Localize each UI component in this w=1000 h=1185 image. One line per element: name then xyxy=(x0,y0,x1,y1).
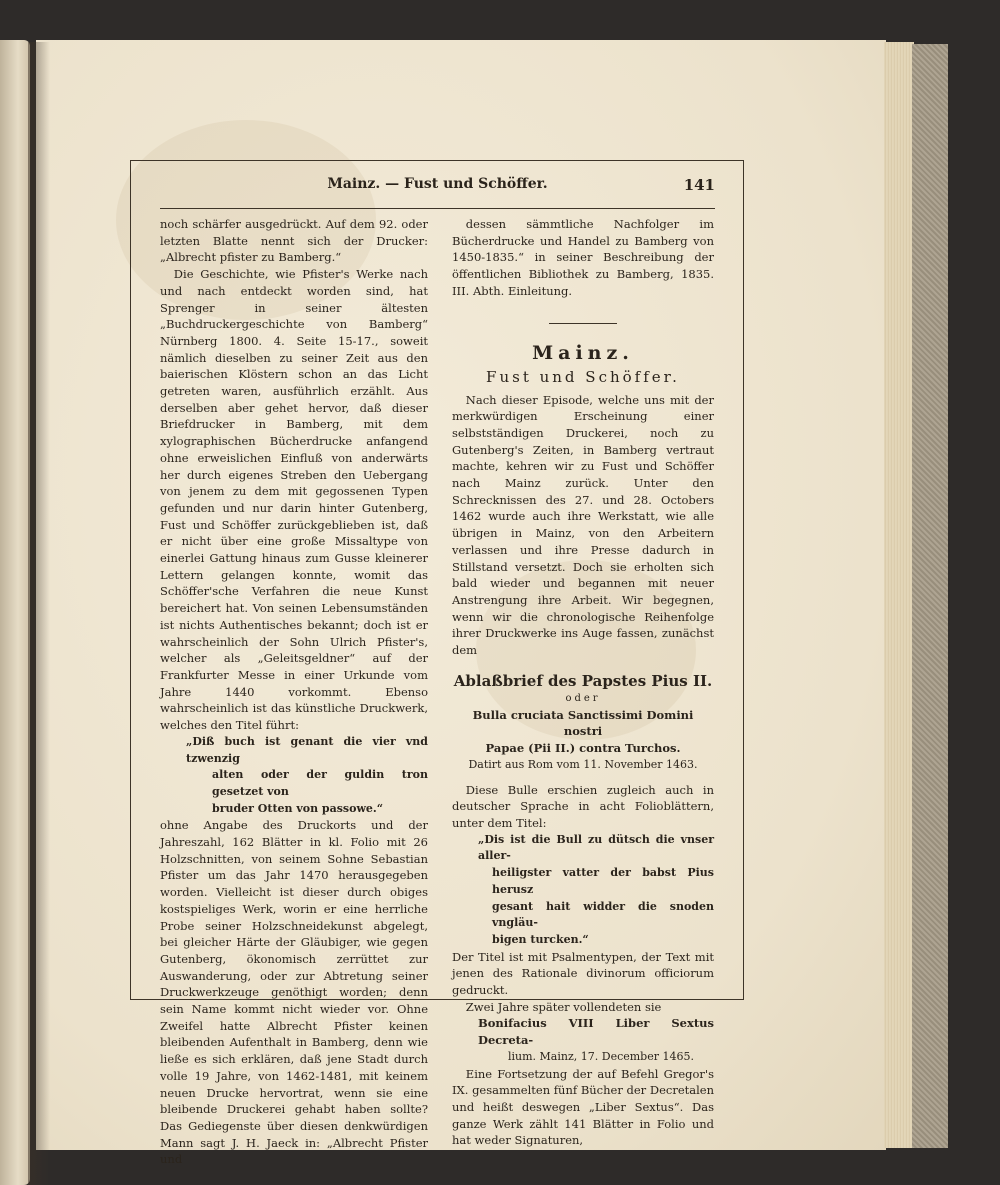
header-rule xyxy=(160,208,715,209)
document-title: Ablaßbrief des Papstes Pius II. xyxy=(453,671,713,690)
paragraph: Eine Fortsetzung der auf Befehl Gregor's IX. gesammelten fünf Bücher der Decretalen und heißt deswegen „Liber Sextus“. Das ganze Werk zählt 141 Blätter in Folio und hat weder Signaturen, xyxy=(452,1066,714,1148)
left-page-edge xyxy=(0,40,30,1185)
left-column xyxy=(160,216,428,1168)
section-title: Mainz. xyxy=(532,341,634,364)
gutter-shadow xyxy=(28,42,50,1185)
paragraph: Zwei Jahre später vollendeten sie xyxy=(465,999,662,1014)
oder-label: oder xyxy=(565,692,601,704)
quote-line: heiligster vatter der babst Pius herusz xyxy=(492,866,714,896)
bulla-title-line: Bulla cruciata Sanctissimi Domini nostri xyxy=(472,707,694,739)
quote-line: alten oder der guldin tron gesetzet von xyxy=(212,768,428,798)
section-subtitle: Fust und Schöffer. xyxy=(486,367,680,386)
book-cover xyxy=(912,44,948,1148)
page-stack-edge xyxy=(884,42,914,1148)
right-column xyxy=(452,216,714,1149)
bonifacius-line: lium. Mainz, 17. December 1465. xyxy=(508,1049,694,1063)
page-number: 141 xyxy=(683,176,715,194)
paragraph: Diese Bulle erschien zugleich auch in deutscher Sprache in acht Folioblättern, unter dem Titel: xyxy=(452,782,714,830)
paragraph: Nach dieser Episode, welche uns mit der merkwürdigen Erscheinung einer selbstständigen Druckerei, noch zu Gutenberg's Zeiten, in Bamberg vertraut machte, kehren wir zu Fust und Schöffer nach Mainz zurück. Unter den Schrecknissen des 27. und 28. Octobers 1462 wurde auch ihre Werkstatt, wie alle übrigen in Mainz, von den Arbeitern verlassen und ihre Presse dadurch in Stillstand versetzt. Doch sie erholten sich bald wieder und begannen mit neuer Anstrengung ihre Arbeit. Wir begegnen, wenn wir die chronologische Reihenfolge ihrer Druckwerke ins Auge fassen, zunächst dem xyxy=(452,392,714,658)
running-header xyxy=(160,172,715,200)
paragraph: Die Geschichte, wie Pfister's Werke nach und nach entdeckt worden sind, hat Sprenger in seiner ältesten „Buchdruckergeschichte von Bamberg“ Nürnberg 1800. 4. Seite 15-17., soweit nämlich dieselben zu seiner Zeit aus den baierischen Klöstern schon an das Licht getreten waren, ausführlich erzählt. Aus derselben aber gehet hervor, daß dieser Briefdrucker in Bamberg, mit dem xylographischen Bücherdrucke anfangend ohne erweislichen Einfluß von anderwärts her durch eigenes Streben den Uebergang von jenem zu dem mit gegossenen Typen gefunden und nur darin hinter Gutenberg, Fust und Schöffer zurückgeblieben ist, daß er nicht über eine große Missaltype von einerlei Gattung hinaus zum Gusse kleinerer Lettern gelangen konnte, womit das Schöffer'sche Verfahren die neue Kunst bereichert hat. Von seinen Lebensumständen ist nichts Authentisches bekannt; doch ist er wahrscheinlich der Sohn Ulrich Pfister's, welcher als „Geleitsgeldner“ auf der Frankfurter Messe in einer Urkunde vom Jahre 1440 vorkommt. Ebenso wahrscheinlich ist das künstliche Druckwerk, welches den Titel führt: xyxy=(160,267,428,733)
quote-line: „Dis ist die Bull zu dütsch die vnser aller- xyxy=(478,832,714,863)
date-line: Datirt aus Rom vom 11. November 1463. xyxy=(468,757,698,771)
section-divider xyxy=(549,323,617,324)
quote-line: bruder Otten von passowe.“ xyxy=(212,801,384,815)
quote-line: gesant hait widder die snoden vngläu- xyxy=(492,899,714,930)
paragraph: dessen sämmtliche Nachfolger im Bücherdrucke und Handel zu Bamberg von 1450-1835.“ in seiner Beschreibung der öffentlichen Bibliothek zu Bamberg, 1835. III. Abth. Einleitung. xyxy=(452,217,714,298)
header-title: Mainz. — Fust und Schöffer. xyxy=(327,176,548,192)
bonifacius-line: Bonifacius VIII Liber Sextus Decreta- xyxy=(478,1016,714,1048)
bulla-title-line: Papae (Pii II.) contra Turchos. xyxy=(485,741,681,756)
quote-line: bigen turcken.“ xyxy=(492,932,589,946)
paragraph: ohne Angabe des Druckorts und der Jahreszahl, 162 Blätter in kl. Folio mit 26 Holzschnitten, von seinem Sohne Sebastian Pfister um das Jahr 1470 herausgegeben worden. Vielleicht ist dieser durch obiges kostspieliges Werk, worin er eine herrliche Probe seiner Holzschneidekunst abgelegt, bei gleicher Härte der Gläubiger, wie gegen Gutenberg, ökonomisch zerrüttet zur Auswanderung, oder zur Abtretung seiner Druckwerkzeuge genöthigt worden; denn sein Name kommt nicht wieder vor. Ohne Zweifel hatte Albrecht Pfister keinen bleibenden Aufenthalt in Bamberg, denn wie ließe es sich erklären, daß jene Stadt durch volle 19 Jahre, von 1462-1481, mit keinem neuen Drucke hervortrat, wenn sie eine bleibende Druckerei gehabt haben sollte? Das Gediegenste über diesen denkwürdigen Mann sagt J. H. Jaeck in: „Albrecht Pfister und xyxy=(160,818,428,1167)
paragraph: Der Titel ist mit Psalmentypen, der Text mit jenen des Rationale divinorum officiorum gedruckt. xyxy=(452,949,714,998)
quote-line: „Diß buch ist genant die vier vnd tzwenzig xyxy=(186,734,428,765)
paragraph: noch schärfer ausgedrückt. Auf dem 92. oder letzten Blatte nennt sich der Drucker: „Albrecht pfister zu Bamberg.“ xyxy=(160,217,428,265)
